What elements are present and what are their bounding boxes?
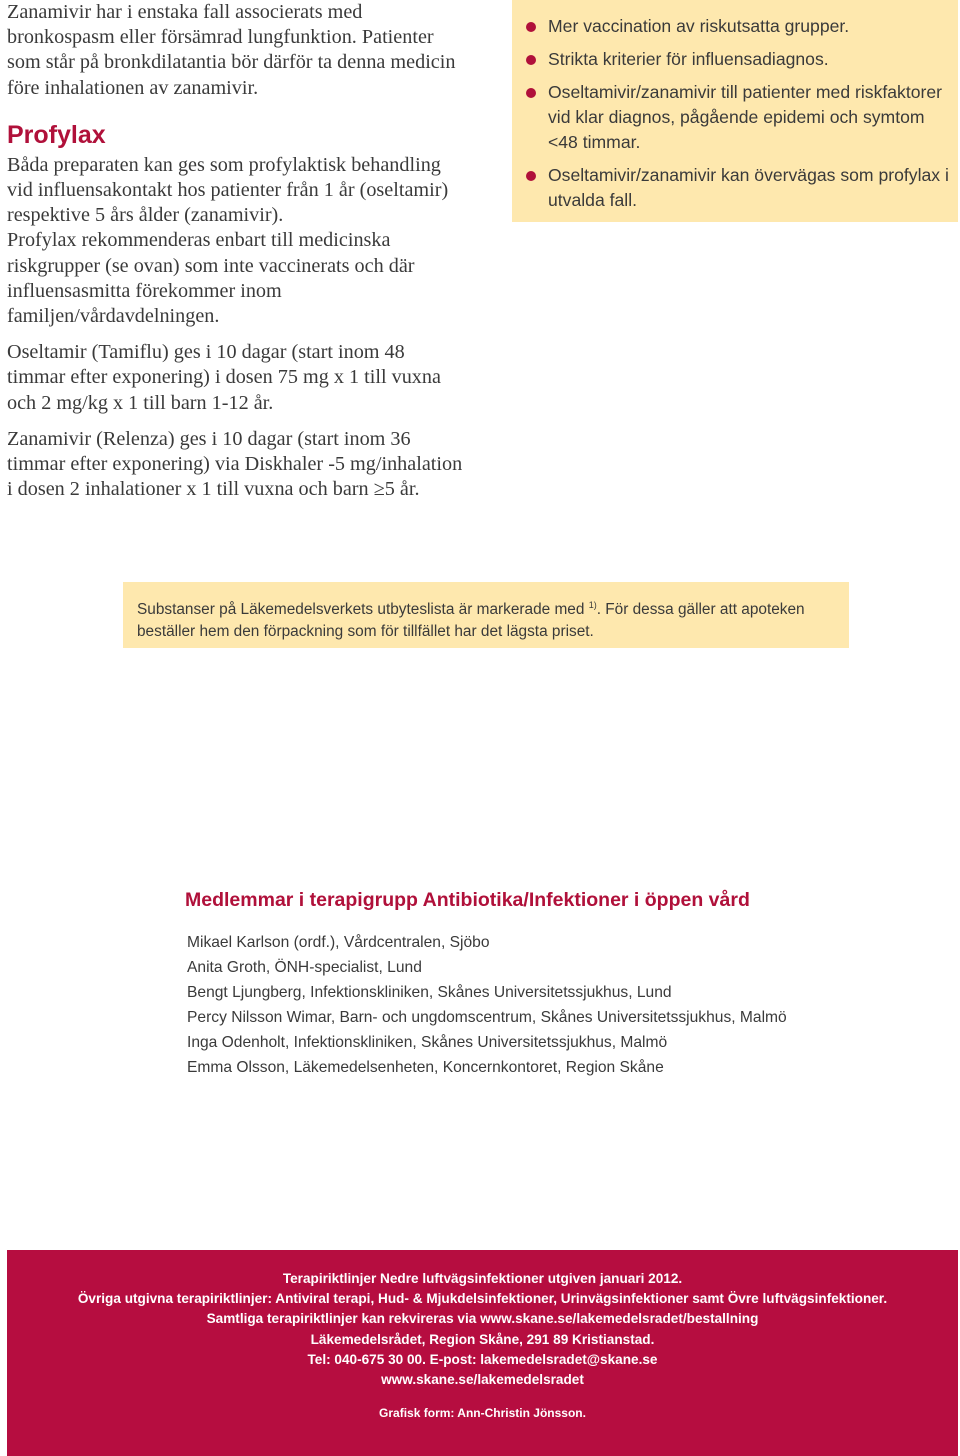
profylax-paragraph-1: Båda preparaten kan ges som profylaktisk behandling vid influensakontakt hos patienter från 1 år (oseltamir) respektive 5 års ålder (zanamivir). [7, 153, 449, 227]
bullet-dot-icon [526, 55, 536, 65]
member-item: Bengt Ljungberg, Infektionskliniken, Skånes Universitetssjukhus, Lund [187, 984, 672, 1001]
oseltamir-paragraph: Oseltamir (Tamiflu) ges i 10 dagar (start inom 48 timmar efter exponering) i dosen 75 mg x 1 till vuxna och 2 mg/kg x 1 till barn 1-12 år. [7, 341, 441, 414]
bullet-dot-icon [526, 22, 536, 32]
summary-item [512, 163, 958, 213]
summary-item-text: Mer vaccination av riskutsatta grupper. [548, 16, 850, 36]
footer-line: Övriga utgivna terapiriktlinjer: Antiviral terapi, Hud- & Mjukdelsinfektioner, Urinvägsinfektioner samt Övre luftvägsinfektioner. [77, 1291, 888, 1307]
substitution-note-box [123, 582, 849, 648]
bullet-dot-icon [526, 171, 536, 181]
summary-item [512, 47, 958, 72]
footer-line: Tel: 040-675 30 00. E-post: lakemedelsradet@skane.se [307, 1351, 658, 1367]
intro-paragraph: Zanamivir har i enstaka fall associerats med bronkospasm eller försämrad lungfunktion. Patienter som står på bronkdilatantia bör därför ta denna medicin före inhalationen av zanamivir. [7, 1, 456, 99]
members-section [187, 886, 887, 1080]
bullet-dot-icon [526, 88, 536, 98]
summary-box [512, 0, 958, 222]
footer-banner [7, 1250, 958, 1456]
left-column [7, 0, 467, 502]
member-item: Inga Odenholt, Infektionskliniken, Skånes Universitetssjukhus, Malmö [187, 1034, 668, 1051]
members-title: Medlemmar i terapigrupp Antibiotika/Infektioner i öppen vård [185, 889, 750, 911]
note-text-a: Substanser på Läkemedelsverkets utbyteslista är markerade med [137, 601, 589, 619]
footer-line: Samtliga terapiriktlinjer kan rekvireras via www.skane.se/lakemedelsradet/bestallning [206, 1311, 759, 1327]
member-item: Anita Groth, ÖNH-specialist, Lund [187, 959, 422, 976]
summary-item-text: Strikta kriterier för influensadiagnos. [548, 49, 829, 69]
summary-list [512, 0, 958, 213]
summary-item [512, 80, 958, 155]
note-superscript: 1) [588, 600, 597, 610]
substitution-note-text [137, 594, 837, 643]
footer-lines [7, 1269, 958, 1390]
summary-item-text: Oseltamivir/zanamivir kan övervägas som profylax i utvalda fall. [548, 165, 949, 210]
footer-line: Terapiriktlinjer Nedre luftvägsinfektioner utgiven januari 2012. [282, 1271, 683, 1286]
note-text-b: . För dessa gäller att apoteken beställer hem den förpackning som för tillfället har det lägsta priset. [137, 601, 805, 641]
footer-credit: Grafisk form: Ann-Christin Jönsson. [379, 1406, 586, 1420]
summary-item-text: Oseltamivir/zanamivir till patienter med riskfaktorer vid klar diagnos, pågående epidemi och symtom <48 timmar. [548, 82, 943, 152]
members-list [187, 930, 887, 1080]
member-item: Percy Nilsson Wimar, Barn- och ungdomscentrum, Skånes Universitetssjukhus, Malmö [187, 1009, 787, 1026]
summary-item [512, 14, 958, 39]
zanamivir-paragraph: Zanamivir (Relenza) ges i 10 dagar (start inom 36 timmar efter exponering) via Diskhaler -5 mg/inhalation i dosen 2 inhalationer x 1 till vuxna och barn ≥5 år. [7, 427, 463, 501]
member-item: Mikael Karlson (ordf.), Vårdcentralen, Sjöbo [187, 934, 490, 951]
member-item: Emma Olsson, Läkemedelsenheten, Koncernkontoret, Region Skåne [187, 1059, 664, 1076]
footer-line: Läkemedelsrådet, Region Skåne, 291 89 Kristianstad. [310, 1331, 655, 1347]
section-heading-profylax: Profylax [7, 120, 106, 149]
footer-line: www.skane.se/lakemedelsradet [381, 1372, 584, 1388]
profylax-paragraph-2: Profylax rekommenderas enbart till medicinska riskgrupper (se ovan) som inte vaccinerats och där influensasmitta förekommer inom familjen/vårdavdelningen. [7, 229, 415, 328]
